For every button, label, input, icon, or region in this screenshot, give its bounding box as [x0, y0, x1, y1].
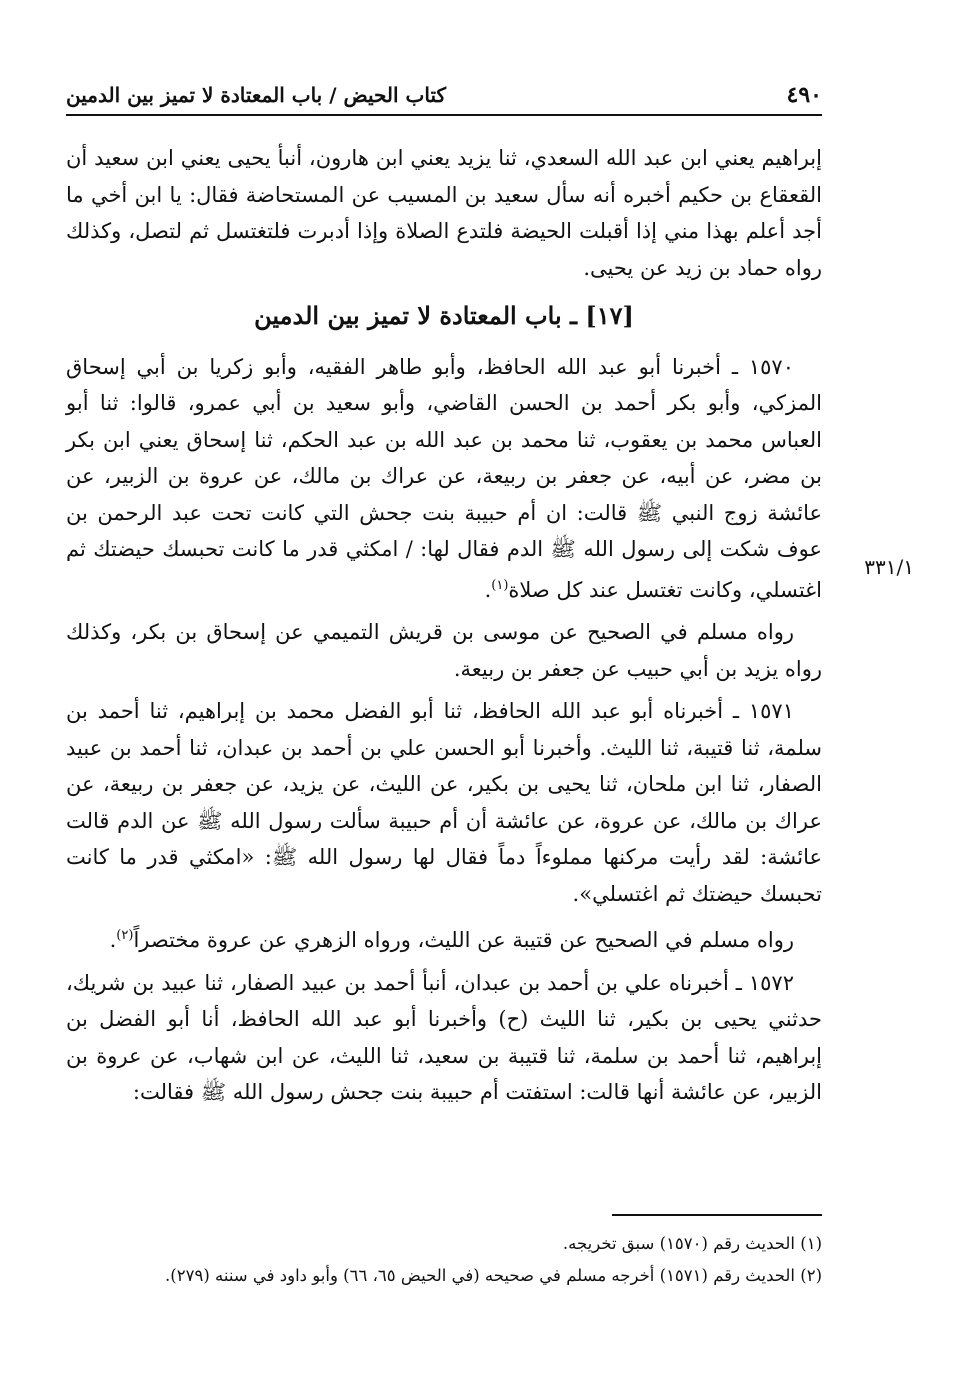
page-header: [66, 80, 822, 116]
margin-volume-page-note: ٣٣١/١: [864, 554, 914, 579]
footnote-2: (٢) الحديث رقم (١٥٧١) أخرجه مسلم في صحيحه (في الحيض ٦٥، ٦٦) وأبو داود في سننه (٢٧٩).: [165, 1266, 822, 1285]
paragraph-muslim-2-text: رواه مسلم في الصحيح عن قتيبة عن الليث، ورواه الزهري عن عروة مختصراً: [133, 928, 794, 952]
paragraph-muslim-2: رواه مسلم في الصحيح عن قتيبة عن الليث، ورواه الزهري عن عروة مختصراً$^{(٢)}$.: [109, 928, 794, 952]
intro-paragraph: إبراهيم يعني ابن عبد الله السعدي، ثنا يزيد يعني ابن هارون، أنبأ يحيى يعني ابن سعيد أن القعقاع بن حكيم أخبره أنه سأل سعيد بن المسيب عن المستحاضة فقال: يا ابن أخي ما أجد أعلم بهذا مني إذا أقبلت الحيضة فلتدع الصلاة وإذا أدبرت فلتغتسل ثم لتصل، وكذلك رواه حماد بن زيد عن يحيى.: [66, 146, 822, 280]
hadith-1570-text: ١٥٧٠ ـ أخبرنا أبو عبد الله الحافظ، وأبو طاهر الفقيه، وأبو زكريا بن أبي إسحاق المزكي، وأبو بكر أحمد بن الحسن القاضي، وأبو سعيد بن أبي عمرو، قالوا: ثنا أبو العباس محمد بن يعقوب، ثنا محمد بن عبد الله بن عبد الحكم، ثنا إسحاق يعني ابن بكر بن مضر، عن أبيه، عن جعفر بن ربيعة، عن عراك بن مالك، عن عروة بن الزبير، عن عائشة زوج النبي ﷺ قالت: ان أم حبيبة بنت جحش التي كانت تحت عبد الرحمن بن عوف شكت إلى رسول الله ﷺ الدم فقال لها: / امكثي قدر ما كانت تحبسك حيضتك ثم اغتسلي، وكانت تغتسل عند كل صلاة: [66, 354, 822, 602]
section-heading: [١٧] ـ باب المعتادة لا تميز بين الدمين: [254, 301, 634, 330]
hadith-1570: ١٥٧٠ ـ أخبرنا أبو عبد الله الحافظ، وأبو طاهر الفقيه، وأبو زكريا بن أبي إسحاق المزكي، وأبو بكر أحمد بن الحسن القاضي، وأبو سعيد بن أبي عمرو، قالوا: ثنا أبو العباس محمد بن يعقوب، ثنا محمد بن عبد الله بن عبد الحكم، ثنا إسحاق يعني ابن بكر بن مضر، عن أبيه، عن جعفر بن ربيعة، عن عراك بن مالك، عن عروة بن الزبير، عن عائشة زوج النبي ﷺ قالت: ان أم حبيبة بنت جحش التي كانت تحت عبد الرحمن بن عوف شكت إلى رسول الله ﷺ الدم فقال لها: / امكثي قدر ما كانت تحبسك حيضتك ثم اغتسلي، وكانت تغتسل عند كل صلاة$^{(١)}$. ٣٣١/١: [66, 354, 914, 602]
footnotes: [66, 1228, 822, 1292]
hadith-1572: ١٥٧٢ ـ أخبرناه علي بن أحمد بن عبدان، أنبأ أحمد بن عبيد الصفار، ثنا عبيد بن شريك، حدثني يحيى بن بكير، ثنا الليث (ح) وأخبرنا أبو عبد الله الحافظ، أنا أبو الفضل بن إبراهيم، ثنا أحمد بن سلمة، ثنا قتيبة بن سعيد، ثنا الليث، عن ابن شهاب، عن عروة بن الزبير، عن عائشة أنها قالت: استفتت أم حبيبة بنت جحش رسول الله ﷺ فقالت:: [66, 970, 822, 1104]
footnote-1: (١) الحديث رقم (١٥٧٠) سبق تخريجه.: [562, 1234, 822, 1253]
main-text: [66, 140, 914, 1117]
footnote-divider: [612, 1214, 822, 1216]
paragraph-muslim-1: رواه مسلم في الصحيح عن موسى بن قريش التميمي عن إسحاق بن بكر، وكذلك رواه يزيد بن أبي حبيب عن جعفر بن ربيعة.: [66, 620, 822, 681]
hadith-1571: ١٥٧١ ـ أخبرناه أبو عبد الله الحافظ، ثنا أبو الفضل محمد بن إبراهيم، ثنا أحمد بن سلمة، ثنا قتيبة، ثنا الليث. وأخبرنا أبو الحسن علي بن أحمد بن عبدان، ثنا أحمد بن عبيد الصفار، ثنا ابن ملحان، ثنا يحيى بن بكير، عن الليث، عن يزيد، عن جعفر بن ربيعة، عن عراك بن مالك، عن عروة، عن عائشة أن أم حبيبة سألت رسول الله ﷺ عن الدم قالت عائشة: لقد رأيت مركنها مملوءاً دماً فقال لها رسول الله ﷺ: «امكثي قدر ما كانت تحبسك حيضتك ثم اغتسلي».: [66, 699, 822, 906]
page-number: ٤٩٠: [786, 82, 822, 108]
footnote-ref-1: (١): [491, 577, 509, 593]
footnote-ref-2: (٢): [116, 928, 134, 943]
running-title: كتاب الحيض / باب المعتادة لا تميز بين الدمين: [66, 83, 446, 107]
